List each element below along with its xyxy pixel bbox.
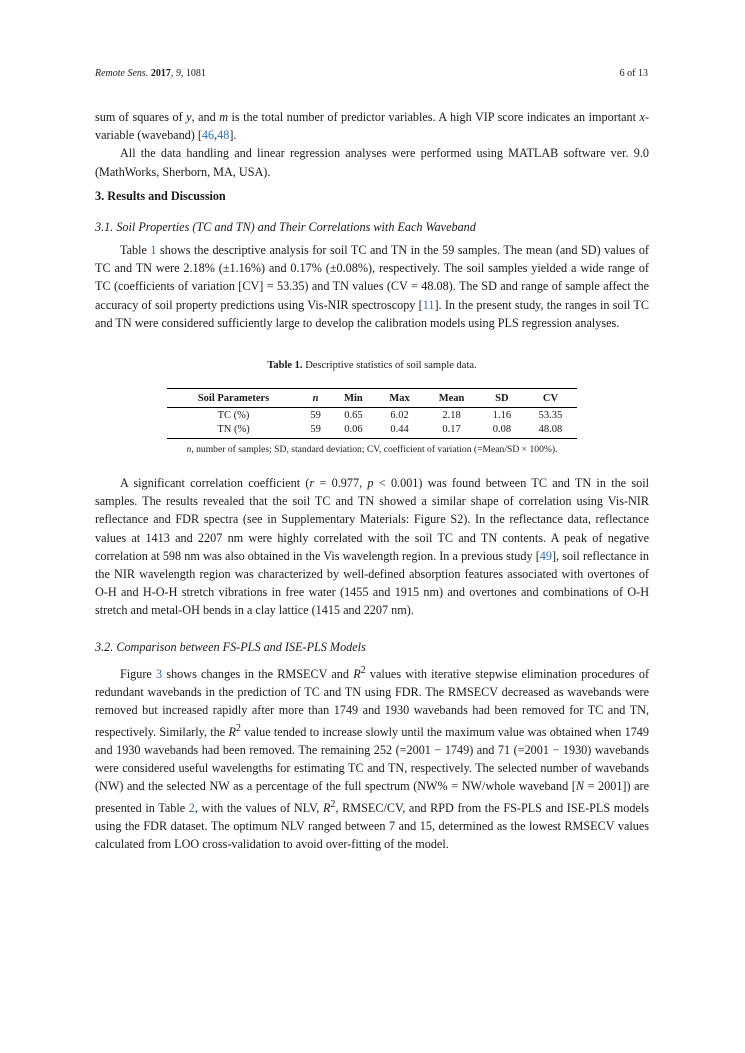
ref-link-11[interactable]: 11 <box>422 297 435 312</box>
ref-link-49[interactable]: 49 <box>539 548 552 563</box>
table-1-caption: Table 1. Descriptive statistics of soil sample data. <box>267 360 477 371</box>
col-min: Min <box>331 389 376 408</box>
paragraph-model-comparison: Figure 3 shows changes in the RMSECV and $R^2$ values with iterative stepwise elimination procedures of redundant wavebands in the prediction of TC and TN using FDR. The RMSECV decreased as wavebands were removed but increased rapidly after more than 1749 and 1930 wavebands had been removed for TC and TN, respectively. Similarly, the $R^2$ value tended to increase slowly until the maximum value was obtained when 1749 and 1930 wavebands had been removed. The remaining 252 (=2001 − 1749) and 71 (=2001 − 1930) wavebands were considered useful wavelengths for estimating TC and TN, respectively. The selected number of wavebands (NW) and the selected NW as a percentage of the full spectrum (NW% = NW/whole waveband [N = 2001]) are presented in Table 2, with the values of NLV, $R^2$, RMSEC/CV, and RPD from the FS-PLS and ISE-PLS models using the FDR dataset. The optimum NLV ranged between 7 and 15, determined as the lowest RMSECV values calculated from LOO cross-validation to avoid over-fitting of the model. <box>95 665 650 852</box>
table-1-link[interactable]: 1 <box>150 243 157 257</box>
table-1 <box>167 388 577 439</box>
ref-link-46[interactable]: 46 <box>201 128 215 143</box>
intro-paragraph-2: All the data handling and linear regression analyses were performed using MATLAB software ver. 9.0 (MathWorks, Sherborn, MA, USA). <box>95 146 649 179</box>
table-1-footnote: n, number of samples; SD, standard deviation; CV, coefficient of variation (=Mean/SD × 100%). <box>186 444 558 455</box>
page-number: 6 of 13 <box>619 68 648 79</box>
table-header-row <box>167 389 577 408</box>
figure-3-link[interactable]: 3 <box>156 667 163 682</box>
intro-text <box>95 108 649 181</box>
journal-citation: Remote Sens. 2017, 9, 1081 <box>95 68 206 79</box>
section-heading-3: 3. Results and Discussion <box>95 189 226 203</box>
col-mean: Mean <box>423 389 479 408</box>
col-max: Max <box>376 389 424 408</box>
col-cv: CV <box>524 389 577 408</box>
running-header <box>95 68 648 79</box>
col-n: n <box>300 389 331 408</box>
col-sd: SD <box>480 389 524 408</box>
ref-link-48[interactable]: 48 <box>217 128 230 143</box>
intro-paragraph-1: sum of squares of y, and m is the total number of predictor variables. A high VIP score indicates an important x-variable (waveband) [46,48]. <box>95 110 649 143</box>
table-row: TN (%) 59 0.06 0.44 0.17 0.08 48.08 <box>167 422 577 439</box>
paragraph-soil-properties: Table 1 shows the descriptive analysis for soil TC and TN in the 59 samples. The mean (and SD) values of TC and TN were 2.18% (±1.16%) and 0.17% (±0.08%), respectively. The soil samples yielded a wide range of TC (coefficients of variation [CV] = 53.35) and TN values (CV = 48.08). The SD and range of sample affect the accuracy of soil property predictions using Vis-NIR spectroscopy [11]. In the present study, the ranges in soil TC and TN were considered sufficiently large to develop the calibration models using PLS regression analyses. <box>95 243 649 330</box>
table-row: TC (%) 59 0.65 6.02 2.18 1.16 53.35 <box>217 410 563 421</box>
subsection-heading-3-2: 3.2. Comparison between FS-PLS and ISE-PLS Models <box>95 640 366 654</box>
subsection-heading-3-1: 3.1. Soil Properties (TC and TN) and Their Correlations with Each Waveband <box>95 220 476 234</box>
table-2-link[interactable]: 2 <box>188 800 195 815</box>
paragraph-correlation: A significant correlation coefficient (r = 0.977, p < 0.001) was found between TC and TN in the soil samples. The results revealed that the soil TC and TN showed a similar shape of correlation using Vis-NIR reflectance and FDR spectra (see in Supplementary Materials: Figure S2). In the reflectance data, reflectance values at 1413 and 2207 nm were highly correlated with the soil TC and TN contents. A peak of negative correlation at 598 nm was also obtained in the Vis wavelength region. In a previous study [49], soil reflectance in the NIR wavelength region was characterized by well-defined absorption features associated with overtones of O-H and H-O-H stretch vibrations in free water (1455 and 1915 nm) and overtones and combinations of O-H stretch and metal-OH bends in a clay lattice (1415 and 2207 nm). <box>95 476 649 618</box>
col-soil-parameters: Soil Parameters <box>167 389 300 408</box>
